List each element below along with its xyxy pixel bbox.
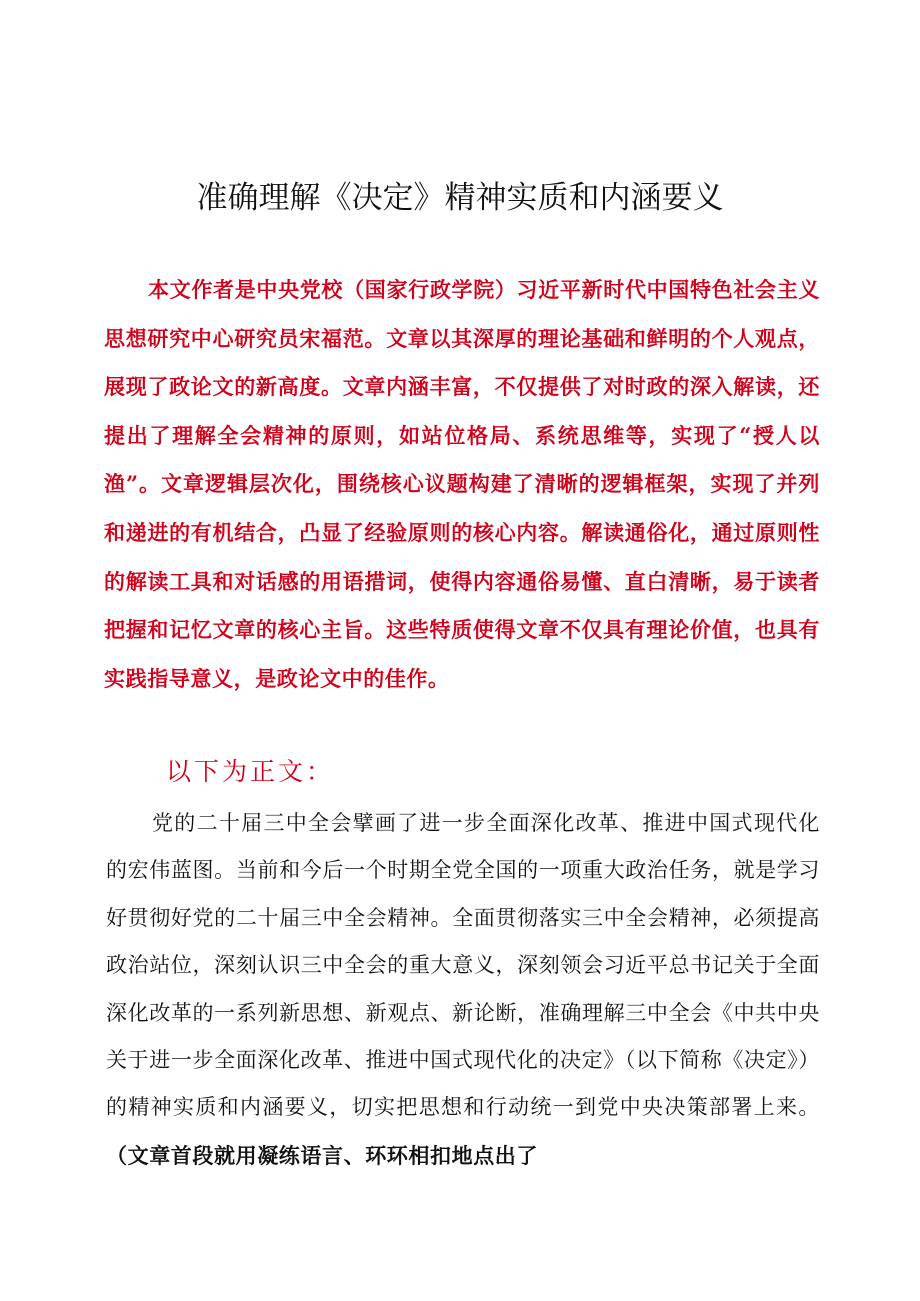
intro-paragraph: 本文作者是中央党校（国家行政学院）习近平新时代中国特色社会主义思想研究中心研究员宋福范。文章以其深厚的理论基础和鲜明的个人观点，展现了政论文的新高度。文章内涵丰富，不仅提供了对时政的深入解读，还提出了理解全会精神的原则，如站位格局、系统思维等，实现了“授人以渔”。文章逻辑层次化，围绕核心议题构建了清晰的逻辑框架，实现了并列和递进的有机结合，凸显了经验原则的核心内容。解读通俗化，通过原则性的解读工具和对话感的用语措词，使得内容通俗易懂、直白清晰，易于读者把握和记忆文章的核心主旨。这些特质使得文章不仅具有理论价值，也具有实践指导意义，是政论文中的佳作。 xyxy=(104,277,820,691)
body-text: 党的二十届三中全会擘画了进一步全面深化改革、推进中国式现代化的宏伟蓝图。当前和今后一个时期全党全国的一项重大政治任务，就是学习好贯彻好党的二十届三中全会精神。全面贯彻落实三中全会精神，必须提高政治站位，深刻认识三中全会的重大意义，深刻领会习近平总书记关于全面深化改革的一系列新思想、新观点、新论断，准确理解三中全会《中共中央关于进一步全面深化改革、推进中国式现代化的决定》（以下简称《决定》）的精神实质和内涵要义，切实把思想和行动统一到党中央决策部署上来。 xyxy=(106,811,820,1120)
body-paragraph xyxy=(106,800,820,1180)
editor-note: （文章首段就用凝练语言、环环相扣地点出了 xyxy=(106,1142,538,1168)
document-title: 准确理解《决定》精神实质和内涵要义 xyxy=(196,180,724,216)
section-heading: 以下为正文： xyxy=(166,757,335,786)
